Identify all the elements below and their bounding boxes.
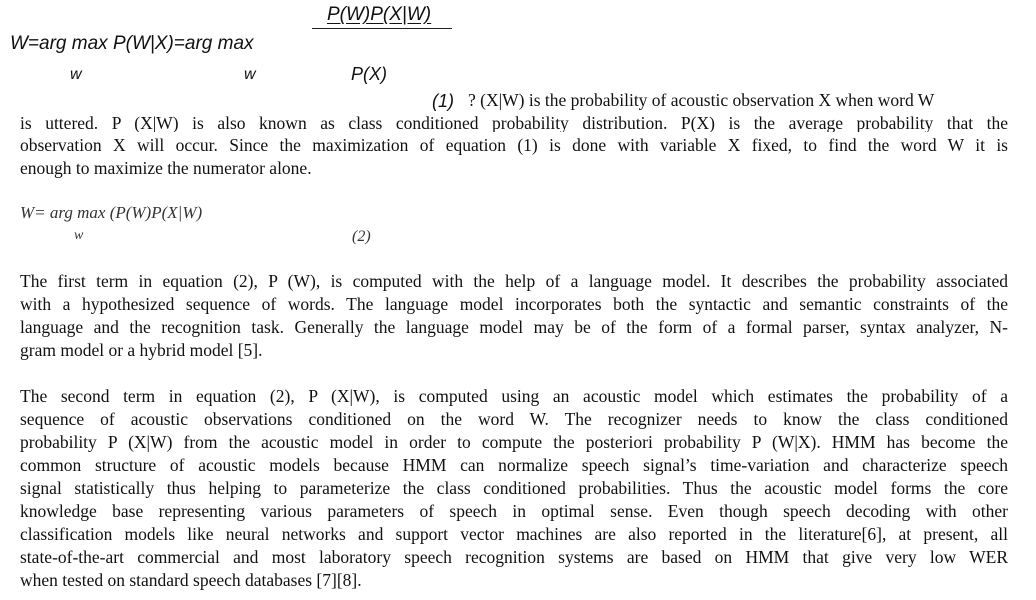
paragraph2-line: gram model or a hybrid model [5]. xyxy=(20,340,263,360)
paragraph1-first-line: ? (X|W) is the probability of acoustic observation X when word W xyxy=(468,90,935,110)
equation1-denominator: P(X) xyxy=(351,64,387,84)
equation2-main: W= arg max (P(W)P(X|W) xyxy=(20,203,203,222)
paragraph3-line: when tested on standard speech databases [7][8]. xyxy=(20,570,362,590)
paragraph2-line: with a hypothesized sequence of words. The language model incorporates both the syntactic and semantic constraints of the xyxy=(20,294,1008,314)
equation1-fraction-bar xyxy=(312,28,452,29)
equation1-subscript-left: w xyxy=(70,66,82,83)
equation2-subscript: w xyxy=(74,228,84,243)
paragraph3-line: common structure of acoustic models because HMM can normalize speech signal’s time-variation and characterize speech xyxy=(20,455,1008,475)
equation1-subscript-right: w xyxy=(244,66,256,83)
paragraph3-line: The second term in equation (2), P (X|W), is computed using an acoustic model which estimates the probability of a xyxy=(20,386,1008,406)
paragraph1-body xyxy=(20,134,1008,180)
paragraph3-line: sequence of acoustic observations conditioned on the word W. The recognizer needs to know the class conditioned xyxy=(20,409,1008,429)
paragraph3 xyxy=(20,385,1008,592)
equation1-numerator: P(W)P(X|W) xyxy=(327,4,432,25)
paragraph2-line: The first term in equation (2), P (W), is computed with the help of a language model. It describes the probability associated xyxy=(20,271,1008,291)
paragraph3-line: signal statistically thus helping to parameterize the class conditioned probabilities. Thus the acoustic model forms the core xyxy=(20,478,1008,498)
paragraph1-clipped-line xyxy=(20,111,1008,132)
equation2-tag: (2) xyxy=(352,228,371,245)
paragraph3-line: probability P (X|W) from the acoustic model in order to compute the posteriori probability P (W|X). HMM has become the xyxy=(20,432,1008,452)
paragraph2 xyxy=(20,270,1008,362)
paragraph3-line: state-of-the-art commercial and most laboratory speech recognition systems are based on HMM that give very low WER xyxy=(20,547,1008,567)
paragraph1-clipped-text: is uttered. P (X|W) is also known as class conditioned probability distribution. P(X) is the average probability that the xyxy=(20,113,1008,132)
equation1-lhs: W=arg max P(W|X)=arg max xyxy=(10,33,254,54)
paragraph2-line: language and the recognition task. Generally the language model may be of the form of a formal parser, syntax analyzer, N- xyxy=(20,317,1008,337)
paragraph1-line: observation X will occur. Since the maximization of equation (1) is done with variable X fixed, to find the word W it is xyxy=(20,135,1008,155)
equation1-tag: (1) xyxy=(432,91,454,111)
paragraph1-line: enough to maximize the numerator alone. xyxy=(20,158,312,178)
paragraph3-line: classification models like neural networks and support vector machines are also reported in the literature[6], at present, all xyxy=(20,524,1008,544)
paragraph3-line: knowledge base representing various parameters of speech in optimal sense. Even though speech decoding with other xyxy=(20,501,1008,521)
